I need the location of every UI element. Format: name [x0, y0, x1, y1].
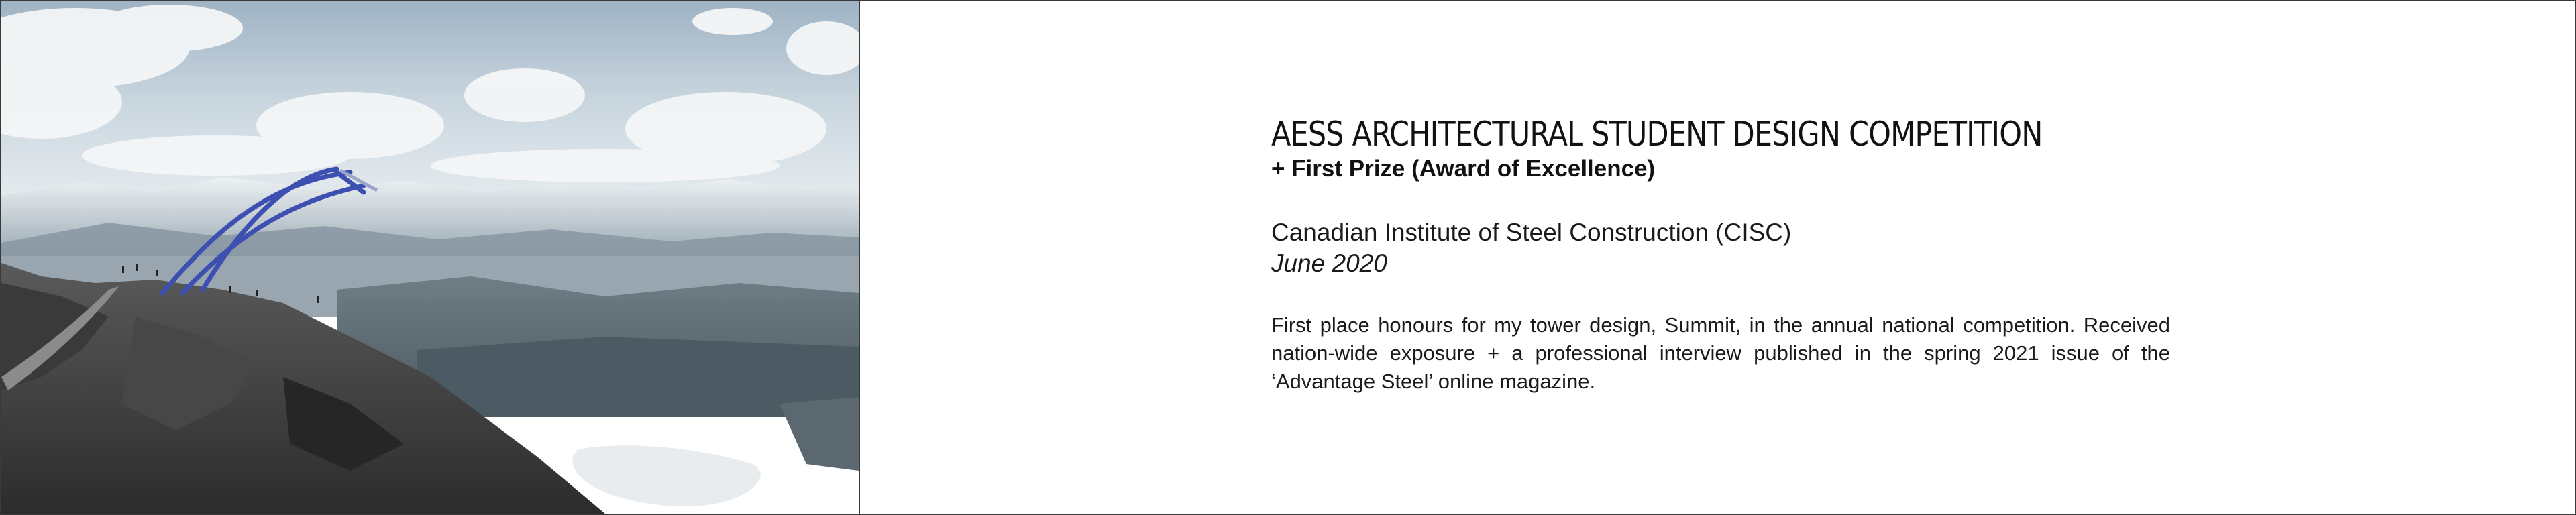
summit-tower-rendering — [1, 1, 860, 514]
award-title: AESS ARCHITECTURAL STUDENT DESIGN COMPETITION — [1271, 115, 2043, 154]
award-description: First place honours for my tower design, Summit, in the annual national competition. Received nation-wide exposure + a professional interview published in the spring 2021 issue of the ‘Advantage Steel’ online magazine. — [1271, 313, 2170, 393]
award-organization: Canadian Institute of Steel Construction (CISC) — [1271, 219, 1792, 246]
mountain-landscape-image — [1, 1, 859, 514]
award-details — [1271, 114, 2170, 396]
award-date: June 2020 — [1271, 249, 1387, 277]
award-prize: + First Prize (Award of Excellence) — [1271, 156, 1656, 182]
